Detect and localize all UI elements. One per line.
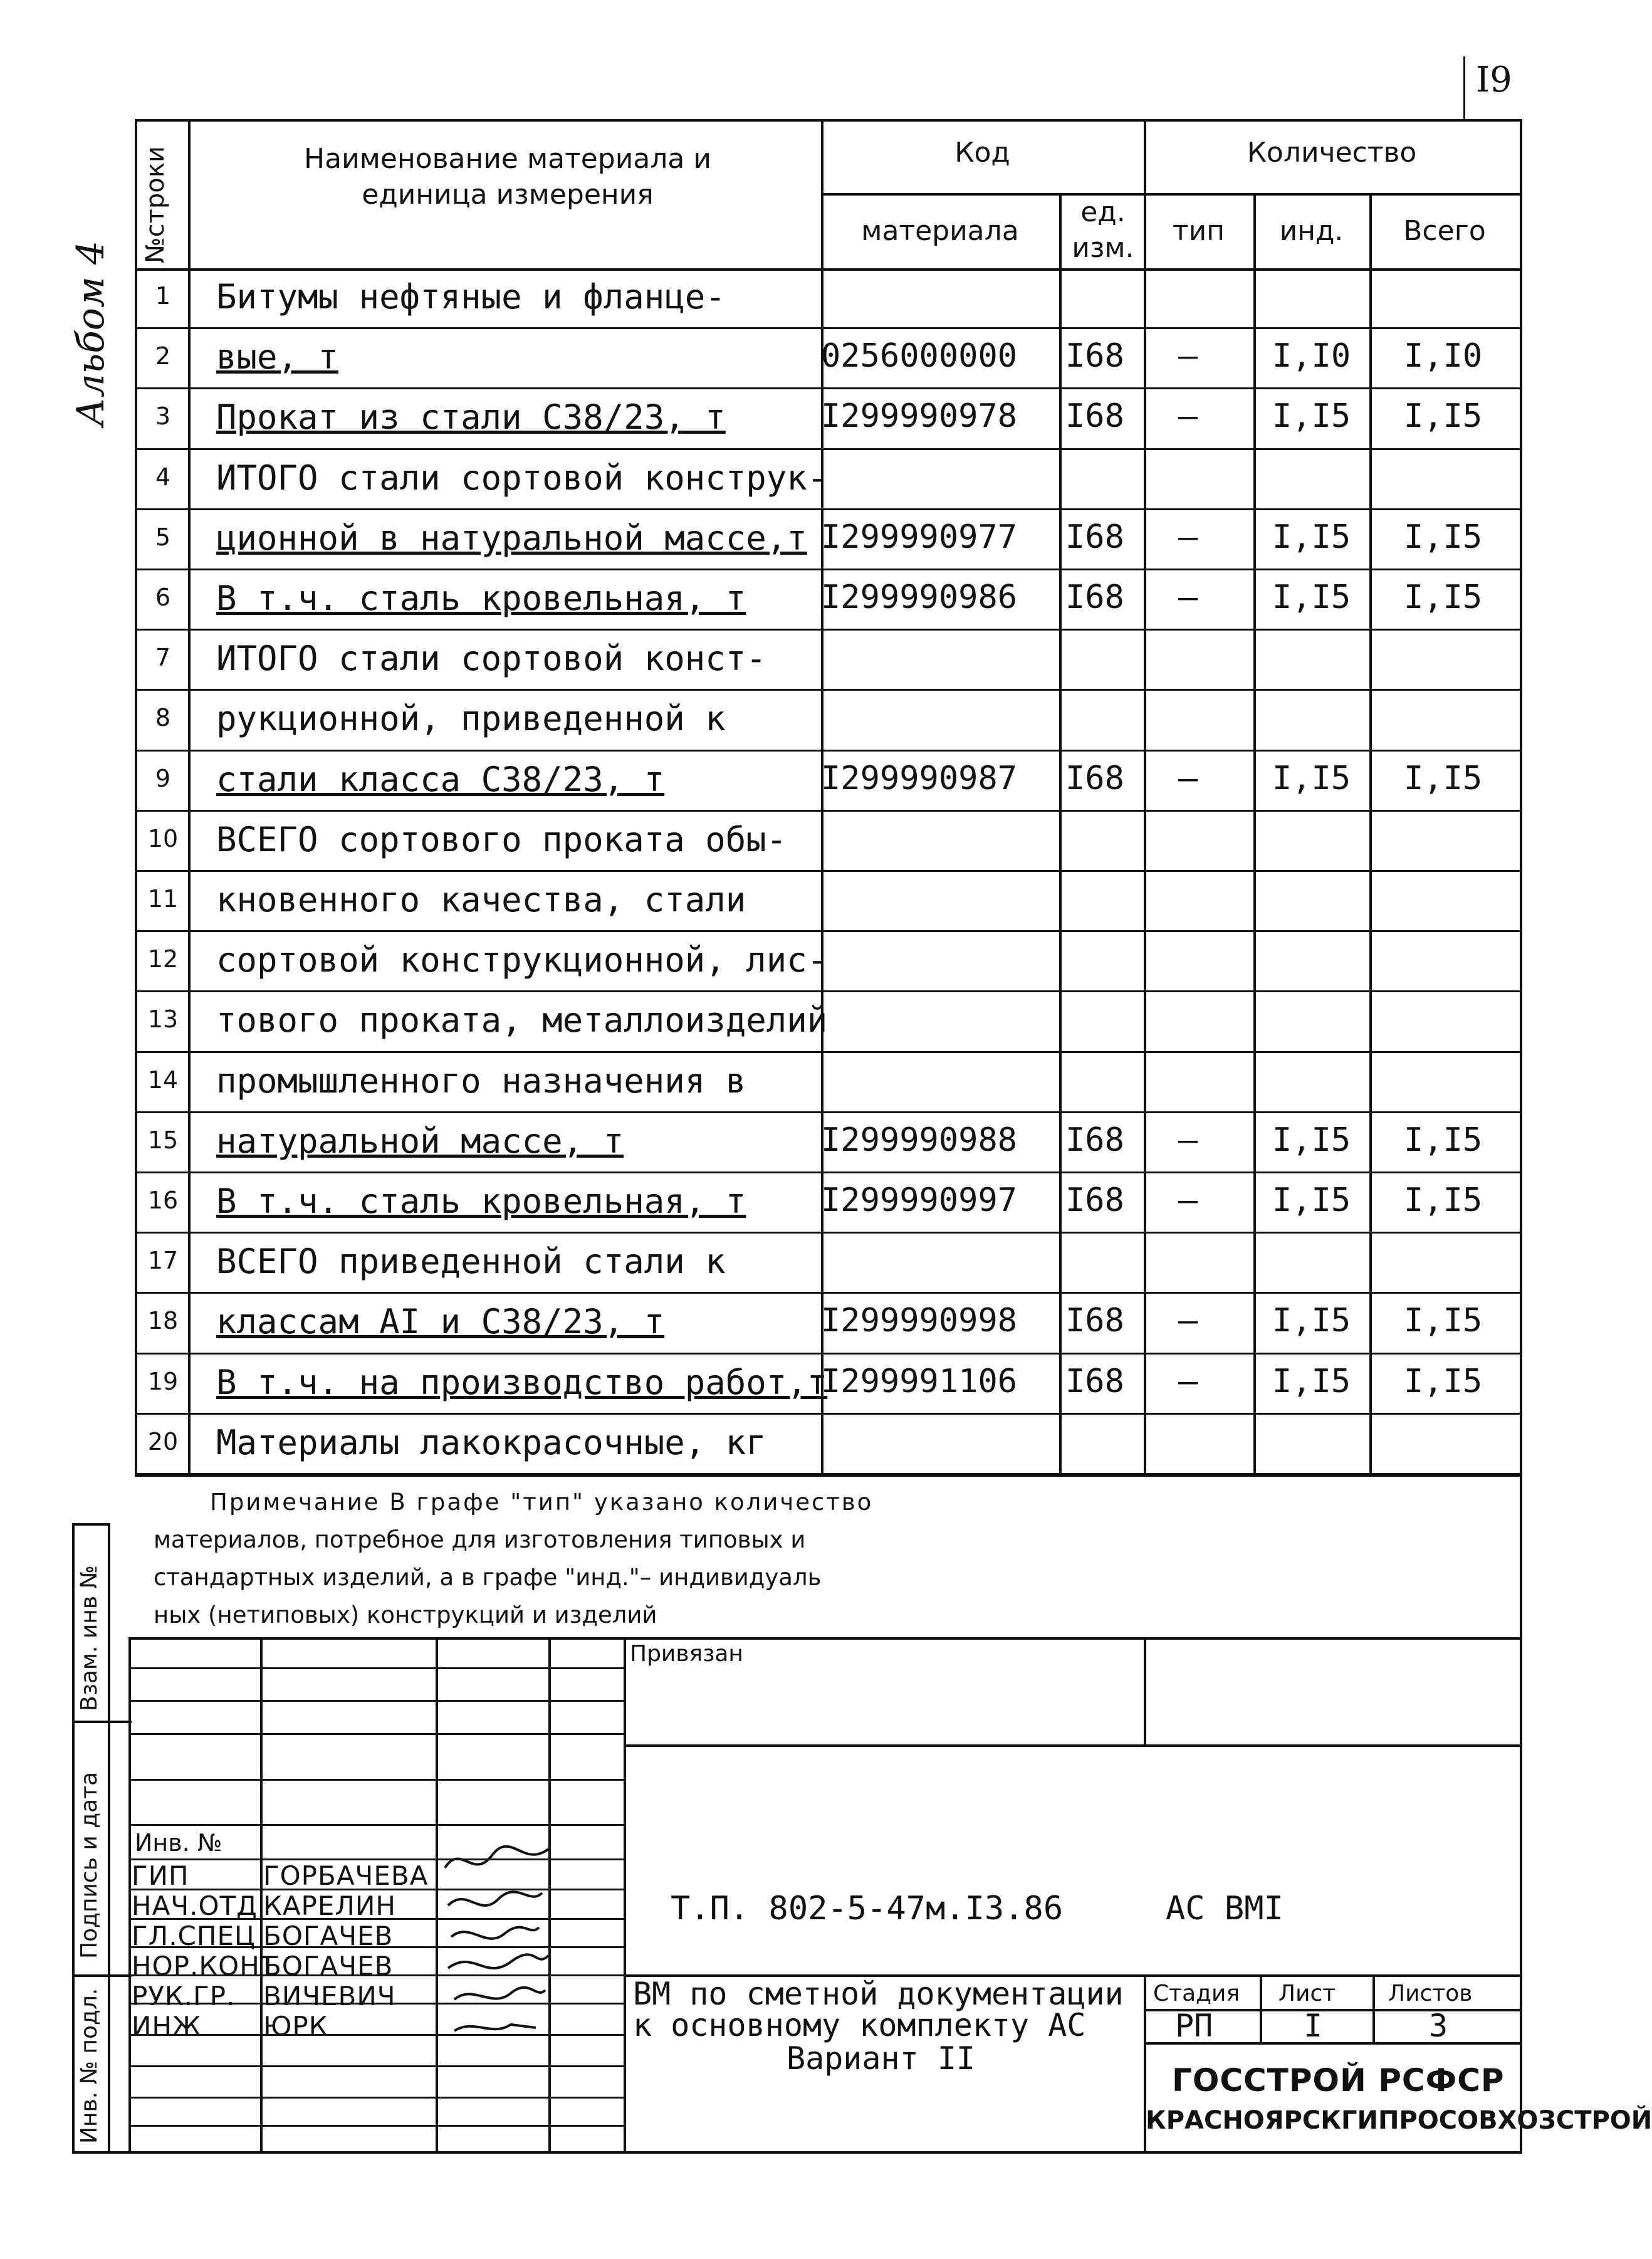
col-type	[1253, 194, 1256, 1476]
table-bottom	[135, 1474, 1522, 1477]
margin-h2	[72, 1974, 132, 1977]
col-name	[821, 119, 823, 1476]
cell-name: стали класса С38/23, т	[216, 759, 665, 799]
sheets-label: Листов	[1388, 1981, 1473, 2006]
header-code-material: материала	[861, 215, 1019, 247]
cell-unit: I68	[1065, 579, 1124, 616]
row-divider	[135, 629, 1522, 631]
note-line-2: материалов, потребное для изготовления типовых и	[154, 1526, 806, 1553]
frame-right	[1520, 119, 1522, 2153]
frame-top	[135, 119, 1522, 122]
stage-value: РП	[1175, 2008, 1213, 2044]
signer-role: ИНЖ	[132, 2011, 202, 2041]
cell-type: –	[1178, 1182, 1198, 1219]
stamp-row-line	[128, 1700, 624, 1702]
page-number: I9	[1476, 60, 1512, 100]
cell-code: 0256000000	[821, 337, 1018, 375]
cell-name: ИТОГО стали сортовой конст-	[216, 639, 766, 679]
note-line-1: Примечание В графе "тип" указано количество	[210, 1489, 874, 1516]
cell-total: I,I5	[1404, 397, 1483, 436]
cell-no: 19	[147, 1367, 179, 1395]
cell-total: I,I5	[1404, 579, 1483, 616]
album-note: Альбом 4	[69, 240, 113, 426]
cell-no: 8	[155, 704, 171, 732]
cell-no: 16	[147, 1187, 179, 1214]
row-divider	[135, 870, 1522, 872]
row-divider	[135, 1353, 1522, 1355]
cell-type: –	[1178, 1362, 1198, 1400]
stamp-bottom	[72, 2151, 1522, 2154]
cell-type: –	[1178, 397, 1198, 436]
cell-name: кновенного качества, стали	[216, 880, 746, 920]
cell-no: 10	[147, 824, 179, 852]
cell-no: 1	[155, 282, 171, 310]
signer-role: НОР.КОНТ	[132, 1951, 277, 1981]
row-divider	[135, 1111, 1522, 1113]
cell-ind: I,I5	[1272, 759, 1351, 797]
note-line-3: стандартных изделий, а в графе "инд."– индивидуаль	[154, 1564, 822, 1591]
signer-role: ГИП	[132, 1860, 189, 1891]
cell-total: I,I5	[1404, 1121, 1483, 1159]
note-line-4: ных (нетиповых) конструкций и изделий	[154, 1601, 657, 1628]
stamp-row-line	[128, 1779, 624, 1781]
margin-h1	[72, 1721, 132, 1723]
margin-h0	[72, 1523, 110, 1526]
cell-no: 5	[155, 523, 171, 551]
cell-ind: I,I5	[1272, 579, 1351, 616]
cell-code: I299990978	[821, 397, 1018, 436]
signer-name: БОГАЧЕВ	[263, 1951, 394, 1981]
cell-total: I,I5	[1404, 518, 1483, 556]
signer-role: РУК.ГР.	[132, 1981, 236, 2011]
col-ind	[1369, 194, 1372, 1476]
cell-no: 11	[147, 885, 179, 913]
cell-unit: I68	[1065, 518, 1124, 556]
cell-no: 15	[147, 1126, 179, 1154]
stamp-right-h1	[624, 1744, 1522, 1747]
margin-vzam: Взам. инв №	[76, 1565, 102, 1711]
cell-type: –	[1178, 518, 1198, 556]
cell-code: I299990997	[821, 1182, 1018, 1219]
signer-role: НАЧ.ОТД	[132, 1890, 258, 1921]
cell-no: 13	[147, 1005, 179, 1034]
cell-name: Прокат из стали С38/23, т	[216, 397, 726, 438]
stamp-row-line	[128, 2125, 624, 2127]
stamp-col-9	[1372, 1974, 1375, 2043]
stamp-row-line	[128, 1733, 624, 1735]
header-mid	[821, 193, 1522, 196]
cell-ind: I,I5	[1272, 1182, 1351, 1219]
cell-name: Материалы лакокрасочные, кг	[216, 1422, 766, 1462]
cell-type: –	[1178, 1121, 1198, 1159]
margin-inv-podl: Инв. № подл.	[76, 1988, 102, 2144]
stamp-top	[128, 1637, 1522, 1640]
signer-name: ЮРК	[263, 2011, 328, 2041]
stamp-row-line	[128, 2097, 624, 2099]
cell-no: 9	[155, 764, 171, 792]
cell-no: 17	[147, 1247, 179, 1275]
cell-no: 6	[155, 584, 171, 611]
row-divider	[135, 689, 1522, 691]
cell-name: классам АI и С38/23, т	[216, 1302, 665, 1342]
signer-name: БОГАЧЕВ	[263, 1921, 394, 1951]
stamp-col-5	[624, 1637, 626, 2153]
cell-no: 20	[147, 1427, 179, 1455]
cell-name: промышленного назначения в	[216, 1061, 746, 1101]
doc-title-3: Вариант II	[787, 2040, 976, 2077]
signer-role: ГЛ.СПЕЦ	[132, 1921, 256, 1951]
cell-total: I,I0	[1404, 337, 1483, 375]
org-name-1: ГОССТРОЙ РСФСР	[1172, 2062, 1505, 2099]
signer-name: КАРЕЛИН	[263, 1890, 396, 1921]
signature-2	[448, 1892, 542, 1905]
cell-ind: I,I0	[1272, 337, 1351, 375]
row-divider	[135, 387, 1522, 389]
col-unit	[1144, 119, 1146, 1476]
stamp-row-line	[128, 1667, 624, 1669]
cell-no: 7	[155, 644, 171, 672]
cell-name: Битумы нефтяные и фланце-	[216, 277, 726, 317]
org-name-2: КРАСНОЯРСКГИПРОСОВХОЗСТРОЙ	[1146, 2106, 1652, 2135]
doc-title-2: к основному комплекту АС	[633, 2007, 1086, 2043]
signature-6	[454, 2025, 536, 2031]
sheet-value: I	[1304, 2008, 1323, 2044]
cell-code: I299990998	[821, 1302, 1018, 1340]
cell-unit: I68	[1065, 1182, 1124, 1219]
cell-no: 14	[147, 1066, 179, 1094]
row-divider	[135, 750, 1522, 752]
cell-name: тового проката, металлоизделий	[216, 1000, 828, 1040]
cell-code: I299991106	[821, 1362, 1018, 1400]
sheet-label: Лист	[1278, 1981, 1336, 2006]
row-divider	[135, 1413, 1522, 1415]
col-code	[1059, 194, 1062, 1476]
signer-name: ГОРБАЧЕВА	[263, 1860, 429, 1891]
cell-ind: I,I5	[1272, 1121, 1351, 1159]
header-qty-ind: инд.	[1279, 215, 1344, 247]
cell-type: –	[1178, 579, 1198, 616]
cell-ind: I,I5	[1272, 518, 1351, 556]
cell-total: I,I5	[1404, 1362, 1483, 1400]
cell-name: сортовой конструкционной, лис-	[216, 940, 828, 980]
header-row-no: №строки	[141, 146, 170, 263]
signature-4	[448, 1954, 548, 1968]
stamp-col-6	[1144, 1637, 1146, 1747]
cell-name: ВСЕГО сортового проката обы-	[216, 819, 787, 859]
stage-label: Стадия	[1153, 1981, 1240, 2006]
stamp-col-8	[1260, 1974, 1262, 2043]
page-number-divider	[1463, 56, 1465, 119]
cell-unit: I68	[1065, 1121, 1124, 1159]
margin-left-inner	[108, 1523, 110, 2153]
row-divider	[135, 1051, 1522, 1053]
cell-name: натуральной массе, т	[216, 1121, 624, 1161]
row-divider	[135, 1171, 1522, 1173]
cell-unit: I68	[1065, 1302, 1124, 1340]
row-divider	[135, 569, 1522, 570]
cell-code: I299990986	[821, 579, 1018, 616]
signature-3	[451, 1927, 539, 1939]
cell-code: I299990987	[821, 759, 1018, 797]
cell-unit: I68	[1065, 759, 1124, 797]
doc-code: Т.П. 802-5-47м.I3.86	[671, 1890, 1064, 1927]
cell-name: В т.ч. сталь кровельная, т	[216, 1182, 746, 1221]
cell-unit: I68	[1065, 1362, 1124, 1400]
cell-no: 18	[147, 1307, 179, 1335]
doc-title-1: ВМ по сметной документации	[633, 1976, 1124, 2012]
cell-no: 3	[155, 402, 171, 431]
row-divider	[135, 508, 1522, 510]
signature-5	[454, 1988, 545, 2000]
header-name: Наименование материала и единица измерения	[304, 143, 711, 211]
cell-name: В т.ч. на производство работ,т	[216, 1362, 828, 1402]
cell-name: В т.ч. сталь кровельная, т	[216, 579, 746, 618]
cell-name: ИТОГО стали сортовой конструк-	[216, 458, 828, 498]
stamp-row-line	[128, 1824, 624, 1826]
cell-type: –	[1178, 337, 1198, 375]
row-divider	[135, 990, 1522, 992]
margin-left-outer	[72, 1523, 75, 2153]
header-code: Код	[954, 137, 1010, 169]
cell-type: –	[1178, 1302, 1198, 1340]
row-divider	[135, 327, 1522, 329]
cell-total: I,I5	[1404, 1182, 1483, 1219]
cell-name: вые, т	[216, 337, 339, 377]
cell-name: ВСЕГО приведенной стали к	[216, 1242, 726, 1282]
signer-name: ВИЧЕВИЧ	[263, 1981, 396, 2011]
header-qty-type: тип	[1173, 215, 1225, 247]
inv-no-label: Инв. №	[135, 1829, 222, 1857]
row-divider	[135, 448, 1522, 450]
cell-code: I299990988	[821, 1121, 1018, 1159]
header-bottom	[135, 268, 1522, 271]
cell-total: I,I5	[1404, 759, 1483, 797]
stamp-col-2	[260, 1637, 263, 2153]
row-divider	[135, 1292, 1522, 1294]
doc-mark: АС ВМI	[1166, 1890, 1283, 1927]
row-divider	[135, 930, 1522, 932]
cell-code: I299990977	[821, 518, 1018, 556]
signatures-graphic	[436, 1843, 561, 2068]
cell-no: 2	[155, 342, 171, 370]
cell-ind: I,I5	[1272, 1302, 1351, 1340]
header-quantity: Количество	[1247, 137, 1417, 169]
row-divider	[135, 810, 1522, 812]
cell-type: –	[1178, 759, 1198, 797]
margin-podpis: Подпись и дата	[76, 1771, 102, 1959]
cell-name: ционной в натуральной массе,т	[216, 518, 807, 558]
cell-unit: I68	[1065, 397, 1124, 436]
cell-unit: I68	[1065, 337, 1124, 375]
stamp-col-1	[128, 1637, 131, 2153]
cell-ind: I,I5	[1272, 1362, 1351, 1400]
cell-no: 12	[147, 945, 179, 973]
sheets-value: 3	[1429, 2008, 1448, 2044]
cell-ind: I,I5	[1272, 397, 1351, 436]
signature-1	[445, 1847, 548, 1868]
cell-name: рукционной, приведенной к	[216, 699, 726, 739]
cell-no: 4	[155, 463, 171, 491]
row-divider	[135, 1232, 1522, 1234]
bound-label: Привязан	[630, 1641, 743, 1667]
cell-total: I,I5	[1404, 1302, 1483, 1340]
header-code-unit: ед. изм.	[1072, 196, 1134, 265]
header-qty-total: Всего	[1403, 215, 1486, 247]
